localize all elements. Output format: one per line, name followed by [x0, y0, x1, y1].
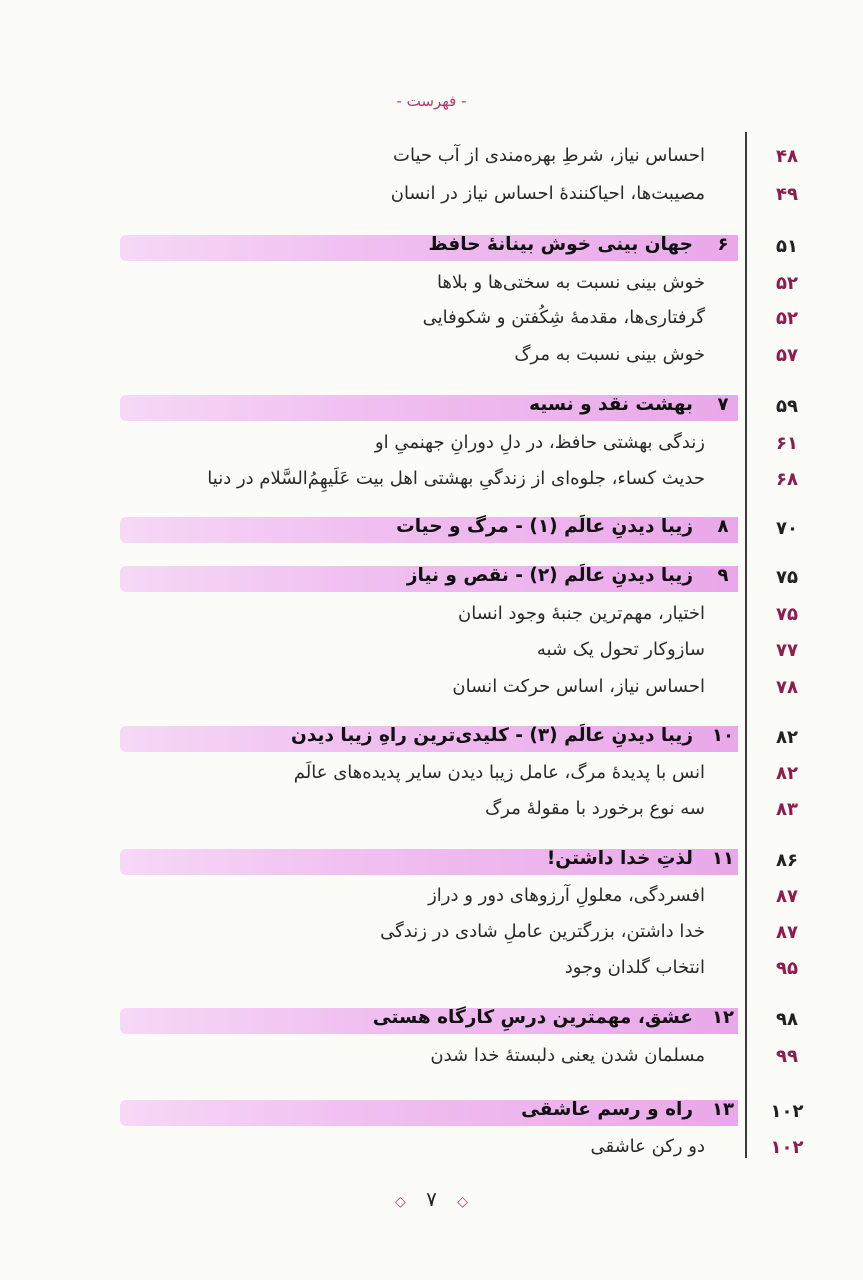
ornament-left: ◇	[394, 1194, 406, 1210]
toc-entry-row	[0, 792, 863, 830]
ornament-right: ◇	[457, 1194, 469, 1210]
toc-entry-row	[0, 139, 863, 177]
chapter-title: راه و رسم عاشقی	[521, 1099, 693, 1120]
chapter-title: عشق، مهمترین درسِ کارگاه هستی	[372, 1007, 693, 1028]
entry-page-number: ۹۹	[776, 1046, 798, 1067]
entry-page-number: ۹۵	[776, 958, 798, 979]
chapter-number: ۱۱	[712, 848, 734, 869]
entry-page-number: ۱۰۲	[770, 1101, 804, 1122]
entry-page-number: ۸۲	[776, 763, 798, 784]
toc-entry-row	[0, 915, 863, 953]
chapter-title: بهشت نقد و نسیه	[529, 394, 693, 415]
toc-chapter-row	[0, 389, 863, 427]
toc-chapter-row	[0, 1002, 863, 1040]
entry-page-number: ۸۳	[776, 799, 798, 820]
chapter-title: زیبا دیدنِ عالَم (۱) - مرگ و حیات	[396, 516, 693, 537]
toc-entry-row	[0, 177, 863, 215]
entry-title: سه نوع برخورد با مقولهٔ مرگ	[485, 798, 705, 819]
entry-title: احساس نیاز، اساس حرکت انسان	[452, 676, 705, 697]
entry-page-number: ۱۰۲	[770, 1137, 804, 1158]
toc-chapter-row	[0, 720, 863, 758]
entry-title: اختیار، مهم‌ترین جنبهٔ وجود انسان	[458, 603, 705, 624]
toc-entry-row	[0, 670, 863, 708]
toc-entry-row	[0, 338, 863, 376]
entry-title: مسلمان شدن یعنی دلبستهٔ خدا شدن	[430, 1045, 705, 1066]
toc-entry-row	[0, 633, 863, 671]
toc-chapter-row	[0, 843, 863, 881]
toc-entry-row	[0, 597, 863, 635]
toc-entry-row	[0, 266, 863, 304]
entry-title: دو رکن عاشقی	[590, 1136, 705, 1157]
entry-page-number: ۴۹	[776, 184, 798, 205]
entry-page-number: ۵۹	[776, 396, 798, 417]
toc-entry-row	[0, 1130, 863, 1168]
chapter-number: ۶	[717, 234, 729, 255]
chapter-number: ۷	[717, 394, 729, 415]
entry-page-number: ۵۲	[776, 308, 798, 329]
entry-page-number: ۸۷	[776, 922, 798, 943]
entry-page-number: ۷۵	[776, 604, 798, 625]
chapter-title: زیبا دیدنِ عالَم (۲) - نقص و نیاز	[406, 565, 693, 586]
chapter-number: ۱۳	[712, 1099, 734, 1120]
entry-title: خوش بینی نسبت به مرگ	[514, 344, 705, 365]
toc-chapter-row	[0, 560, 863, 598]
toc-chapter-row	[0, 1094, 863, 1132]
entry-title: احساس نیاز، شرطِ بهره‌مندی از آب حیات	[393, 145, 705, 166]
chapter-number: ۱۰	[712, 725, 734, 746]
entry-page-number: ۵۷	[776, 345, 798, 366]
entry-page-number: ۵۲	[776, 273, 798, 294]
toc-entry-row	[0, 1039, 863, 1077]
entry-page-number: ۷۰	[776, 518, 798, 539]
toc-header: - فهرست -	[396, 92, 467, 110]
entry-page-number: ۷۵	[776, 567, 798, 588]
entry-title: مصیبت‌ها، احیاکنندهٔ احساس نیاز در انسان	[390, 183, 705, 204]
chapter-title: جهان بینی خوش بینانهٔ حافظ	[428, 234, 693, 255]
entry-page-number: ۷۷	[776, 640, 798, 661]
entry-title: خدا داشتن، بزرگترین عاملِ شادی در زندگی	[380, 921, 705, 942]
entry-title: حدیث کساء، جلوه‌ای از زندگیِ بهشتی اهل بیت عَلَیهِمُ‌السَّلام در دنیا	[207, 468, 705, 489]
entry-title: گرفتاری‌ها، مقدمهٔ شِکُفتن و شکوفایی	[422, 307, 705, 328]
toc-entry-row	[0, 426, 863, 464]
entry-page-number: ۶۸	[776, 469, 798, 490]
toc-entry-row	[0, 462, 863, 500]
chapter-title: لذتِ خدا داشتن!	[546, 848, 693, 869]
entry-page-number: ۸۲	[776, 727, 798, 748]
toc-entry-row	[0, 301, 863, 339]
entry-page-number: ۸۷	[776, 886, 798, 907]
page-number: ۷	[426, 1187, 437, 1211]
entry-title: انتخاب گلدان وجود	[564, 957, 705, 978]
page-footer	[0, 1187, 863, 1211]
entry-title: افسردگی، معلولِ آرزوهای دور و دراز	[428, 885, 705, 906]
entry-page-number: ۴۸	[776, 146, 798, 167]
entry-title: خوش بینی نسبت به سختی‌ها و بلاها	[437, 272, 705, 293]
toc-chapter-row	[0, 511, 863, 549]
entry-page-number: ۵۱	[776, 236, 798, 257]
toc-entry-row	[0, 756, 863, 794]
chapter-number: ۹	[717, 565, 729, 586]
entry-page-number: ۹۸	[776, 1009, 798, 1030]
toc-entry-row	[0, 951, 863, 989]
entry-title: زندگی بهشتی حافظ، در دلِ دورانِ جهنمیِ او	[374, 432, 705, 453]
entry-title: انس با پدیدهٔ مرگ، عامل زیبا دیدن سایر پدیده‌های عالَم	[293, 762, 705, 783]
toc-entry-row	[0, 879, 863, 917]
entry-title: سازوکار تحول یک شبه	[536, 639, 705, 660]
chapter-number: ۱۲	[712, 1007, 734, 1028]
toc-chapter-row	[0, 229, 863, 267]
entry-page-number: ۷۸	[776, 677, 798, 698]
chapter-title: زیبا دیدنِ عالَم (۳) - کلیدی‌ترین راهِ زیبا دیدن	[291, 725, 693, 746]
entry-page-number: ۶۱	[776, 433, 798, 454]
entry-page-number: ۸۶	[776, 850, 798, 871]
chapter-number: ۸	[717, 516, 729, 537]
